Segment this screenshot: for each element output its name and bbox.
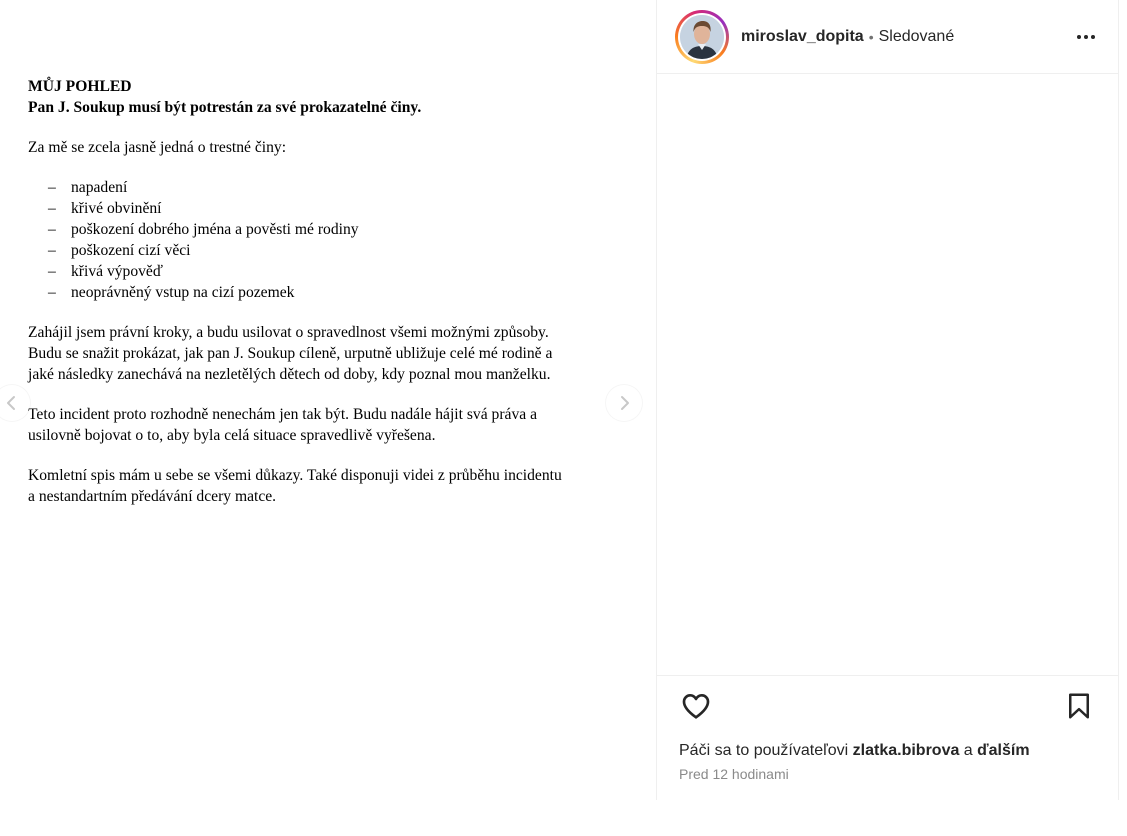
avatar-border xyxy=(678,13,726,61)
carousel-next-button[interactable] xyxy=(606,385,642,421)
document-paragraph-1 xyxy=(28,322,628,385)
chevron-right-icon xyxy=(616,395,632,411)
document-paragraph-2 xyxy=(28,404,628,446)
likes-others-link[interactable]: ďalším xyxy=(977,742,1030,759)
document-line: Komletní spis mám u sebe se všemi důkazy. Také disponuji videi z průběhu incidentu xyxy=(28,467,562,484)
follow-status-button[interactable]: Sledované xyxy=(878,27,955,45)
avatar[interactable] xyxy=(680,15,724,59)
username-link[interactable]: miroslav_dopita xyxy=(741,27,864,45)
document-image xyxy=(28,76,628,526)
avatar-story-ring[interactable] xyxy=(675,10,729,64)
likes-summary xyxy=(657,740,1118,762)
document-heading: MŮJ POHLED xyxy=(28,78,132,95)
action-bar xyxy=(657,676,1118,736)
document-line: Budu se snažit prokázat, jak pan J. Soukup cíleně, urputně ubližuje celé mé rodině a xyxy=(28,345,553,362)
profile-avatar-image xyxy=(680,15,724,59)
document-list-item: – poškození dobrého jména a pověsti mé rodiny xyxy=(28,219,628,240)
more-horizontal-icon xyxy=(1074,25,1098,49)
document-line: Zahájil jsem právní kroky, a budu usilovat o spravedlnost všemi možnými způsoby. xyxy=(28,324,549,341)
header-text xyxy=(741,28,954,46)
separator-dot: • xyxy=(868,28,874,45)
post-side-panel xyxy=(656,0,1119,800)
document-intro: Za mě se zcela jasně jedná o trestné činy: xyxy=(28,139,287,156)
carousel-prev-button[interactable] xyxy=(0,385,30,421)
document-list-item: – neoprávněný vstup na cizí pozemek xyxy=(28,282,628,303)
likes-middle: a xyxy=(959,742,978,759)
document-line: Teto incident proto rozhodně nenechám jen tak být. Budu nadále hájit svá práva a xyxy=(28,406,537,423)
document-subheading: Pan J. Soukup musí být potrestán za své prokazatelné činy. xyxy=(28,99,422,116)
document-paragraph-3 xyxy=(28,465,628,507)
comments-area[interactable] xyxy=(657,74,1118,676)
document-line: jaké následky zanechává na nezletělých dětech od doby, kdy poznal mou manželku. xyxy=(28,366,551,383)
document-list-item: – křivá výpověď xyxy=(28,261,628,282)
post-timestamp[interactable]: Pred 12 hodinami xyxy=(679,766,789,782)
save-button[interactable] xyxy=(1062,689,1096,723)
more-options-button[interactable] xyxy=(1072,23,1100,51)
document-list-item: – poškození cizí věci xyxy=(28,240,628,261)
document-list-item: – napadení xyxy=(28,177,628,198)
bookmark-icon xyxy=(1064,691,1094,721)
like-button[interactable] xyxy=(679,689,713,723)
liker-username-link[interactable]: zlatka.bibrova xyxy=(852,742,960,759)
document-line: a nestandartním předávání dcery matce. xyxy=(28,488,277,505)
document-list-item: – křivé obvinění xyxy=(28,198,628,219)
heart-icon xyxy=(680,690,712,722)
document-list xyxy=(28,177,628,303)
post-header xyxy=(657,0,1118,74)
document-line: usilovně bojovat o to, aby byla celá situace spravedlivě vyřešena. xyxy=(28,427,436,444)
likes-prefix: Páči sa to používateľovi xyxy=(679,742,853,759)
chevron-left-icon xyxy=(4,395,20,411)
